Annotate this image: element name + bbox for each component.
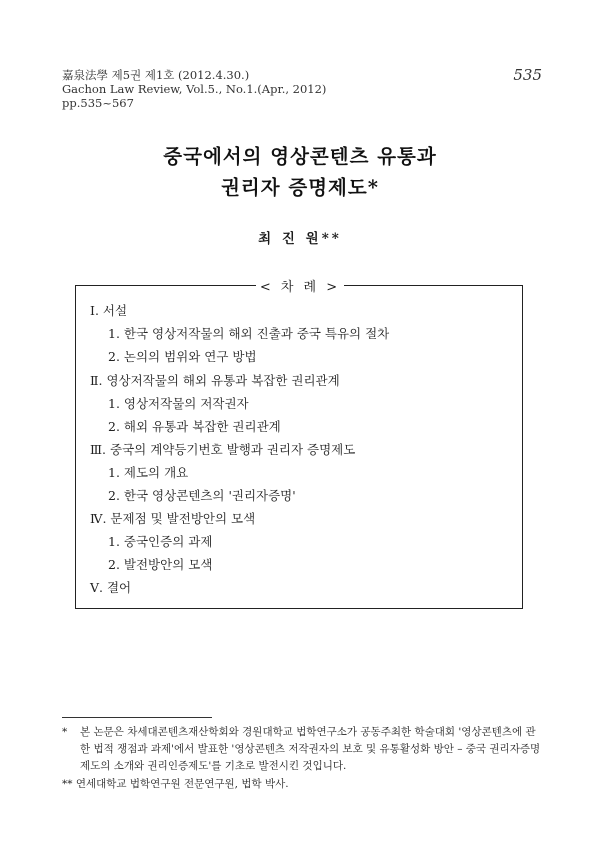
toc-item: 2. 발전방안의 모색	[108, 557, 213, 572]
footnote-2: ** 연세대학교 법학연구원 전문연구원, 법학 박사.	[62, 778, 289, 790]
footnote-separator	[62, 717, 212, 718]
toc-item: 1. 중국인증의 과제	[108, 534, 213, 549]
footnote-1-text: 본 논문은 차세대콘텐츠재산학회와 경원대학교 법학연구소가 공동주최한 학술대회 '영상콘텐츠에 관한 법적 쟁점과 과제'에서 발표한 '영상콘텐츠 저작권자의 보호 및 유통활성화 방안 – 중국 권리자증명제도의 소개와 권리인증제도'를 기초로 발전시킨 것입니다.	[80, 726, 541, 772]
author-name: 최 진 원**	[258, 231, 342, 247]
toc-item: Ⅰ. 서설	[90, 303, 128, 318]
toc-item: 2. 논의의 범위와 연구 방법	[108, 349, 257, 364]
toc-item: Ⅳ. 문제점 및 발전방안의 모색	[90, 511, 256, 526]
journal-title-korean: 嘉泉法學 제5권 제1호 (2012.4.30.)	[62, 68, 250, 82]
toc-item: 1. 한국 영상저작물의 해외 진출과 중국 특유의 절차	[108, 326, 390, 341]
footnote-1	[62, 724, 542, 775]
toc-item: Ⅱ. 영상저작물의 해외 유통과 복잡한 권리관계	[90, 373, 340, 388]
journal-header	[62, 68, 542, 110]
journal-title-english: Gachon Law Review, Vol.5., No.1.(Apr., 2012)	[62, 82, 327, 96]
toc-heading-text: < 차 례 >	[256, 280, 344, 295]
footnote-1-mark: *	[62, 726, 68, 738]
toc-item: Ⅲ. 중국의 계약등기번호 발행과 권리자 증명제도	[90, 442, 356, 457]
title-line-2: 권리자 증명제도*	[221, 176, 379, 199]
page-number: 535	[513, 66, 542, 84]
toc-item: 2. 해외 유통과 복잡한 권리관계	[108, 419, 281, 434]
toc-heading	[0, 276, 600, 295]
title-line-1: 중국에서의 영상콘텐츠 유통과	[163, 145, 437, 168]
page-range: pp.535~567	[62, 96, 134, 110]
toc-item: 1. 영상저작물의 저작권자	[108, 396, 249, 411]
toc-item: 1. 제도의 개요	[108, 465, 189, 480]
toc-item: Ⅴ. 결어	[90, 580, 132, 595]
toc-item: 2. 한국 영상콘텐츠의 '권리자증명'	[108, 488, 296, 503]
